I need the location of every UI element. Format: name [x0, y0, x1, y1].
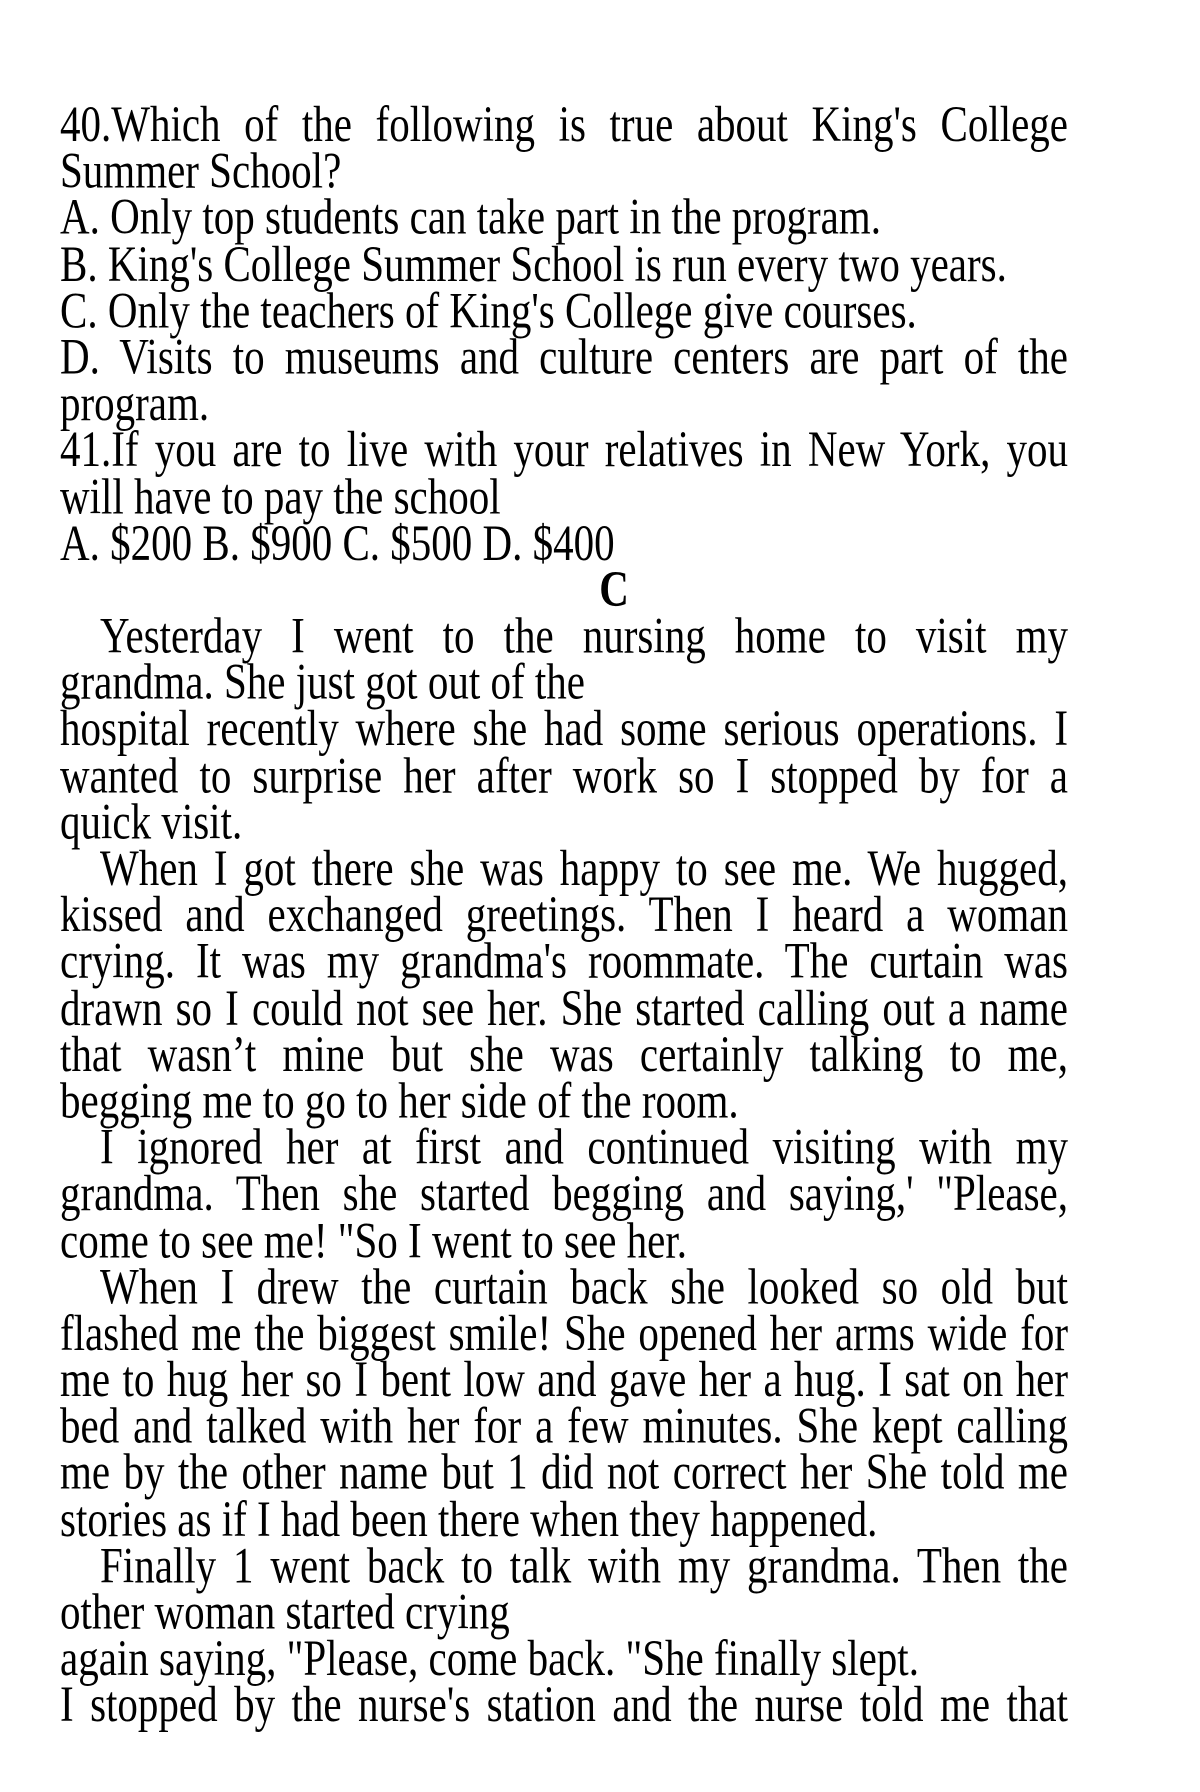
passage-line: stories as if I had been there when they happened.: [60, 1489, 878, 1547]
document-text-block: [60, 94, 1068, 1733]
passage-line: grandma. Then she started begging and saying,' "Please,: [60, 1163, 1068, 1222]
question-line: Summer School?: [60, 141, 342, 199]
option-line: A. $200 B. $900 C. $500 D. $400: [60, 513, 615, 571]
passage-line: quick visit.: [60, 792, 243, 850]
section-heading: C: [599, 559, 629, 618]
passage-line: I stopped by the nurse's station and the nurse told me that: [60, 1675, 1068, 1733]
passage-line: Finally 1 went back to talk with my grandma. Then the: [100, 1535, 1068, 1594]
option-line: A. Only top students can take part in the program.: [60, 187, 881, 246]
passage-line: bed and talked with her for a few minutes. She kept calling: [60, 1396, 1068, 1454]
passage-line: me by the other name but 1 did not correct her She told me: [60, 1442, 1068, 1501]
passage-line: kissed and exchanged greetings. Then I heard a woman: [60, 884, 1068, 943]
passage-line: Yesterday I went to the nursing home to visit my: [100, 606, 1068, 664]
passage-line: I ignored her at first and continued visiting with my: [100, 1117, 1068, 1175]
question-line: will have to pay the school: [60, 466, 501, 525]
option-line: C. Only the teachers of King's College give courses.: [60, 280, 917, 339]
passage-line: hospital recently where she had some serious operations. I: [60, 699, 1068, 757]
question-line: 40.Which of the following is true about King's College: [60, 94, 1068, 153]
option-line: B. King's College Summer School is run every two years.: [60, 234, 1007, 292]
passage-line: flashed me the biggest smile! She opened her arms wide for: [60, 1303, 1068, 1361]
passage-line: drawn so I could not see her. She started calling out a name: [60, 977, 1068, 1036]
passage-line: grandma. She just got out of the: [60, 652, 585, 711]
passage-line: wanted to surprise her after work so I stopped by for a: [60, 745, 1068, 804]
question-line: 41.If you are to live with your relatives in New York, you: [60, 420, 1068, 478]
passage-line: again saying, "Please, come back. "She finally slept.: [60, 1628, 919, 1687]
passage-line: When I drew the curtain back she looked so old but: [100, 1256, 1068, 1315]
passage-line: other woman started crying: [60, 1582, 510, 1640]
option-line: program.: [60, 373, 210, 432]
passage-line: that wasn’t mine but she was certainly talking to me,: [60, 1024, 1068, 1082]
passage-line: me to hug her so I bent low and gave her a hug. I sat on her: [60, 1349, 1068, 1408]
passage-line: crying. It was my grandma's roommate. The curtain was: [60, 931, 1068, 989]
passage-line: When I got there she was happy to see me. We hugged,: [100, 838, 1068, 896]
option-line: D. Visits to museums and culture centers are part of the: [60, 327, 1068, 385]
passage-line: begging me to go to her side of the room.: [60, 1070, 739, 1129]
passage-line: come to see me! "So I went to see her.: [60, 1210, 687, 1268]
